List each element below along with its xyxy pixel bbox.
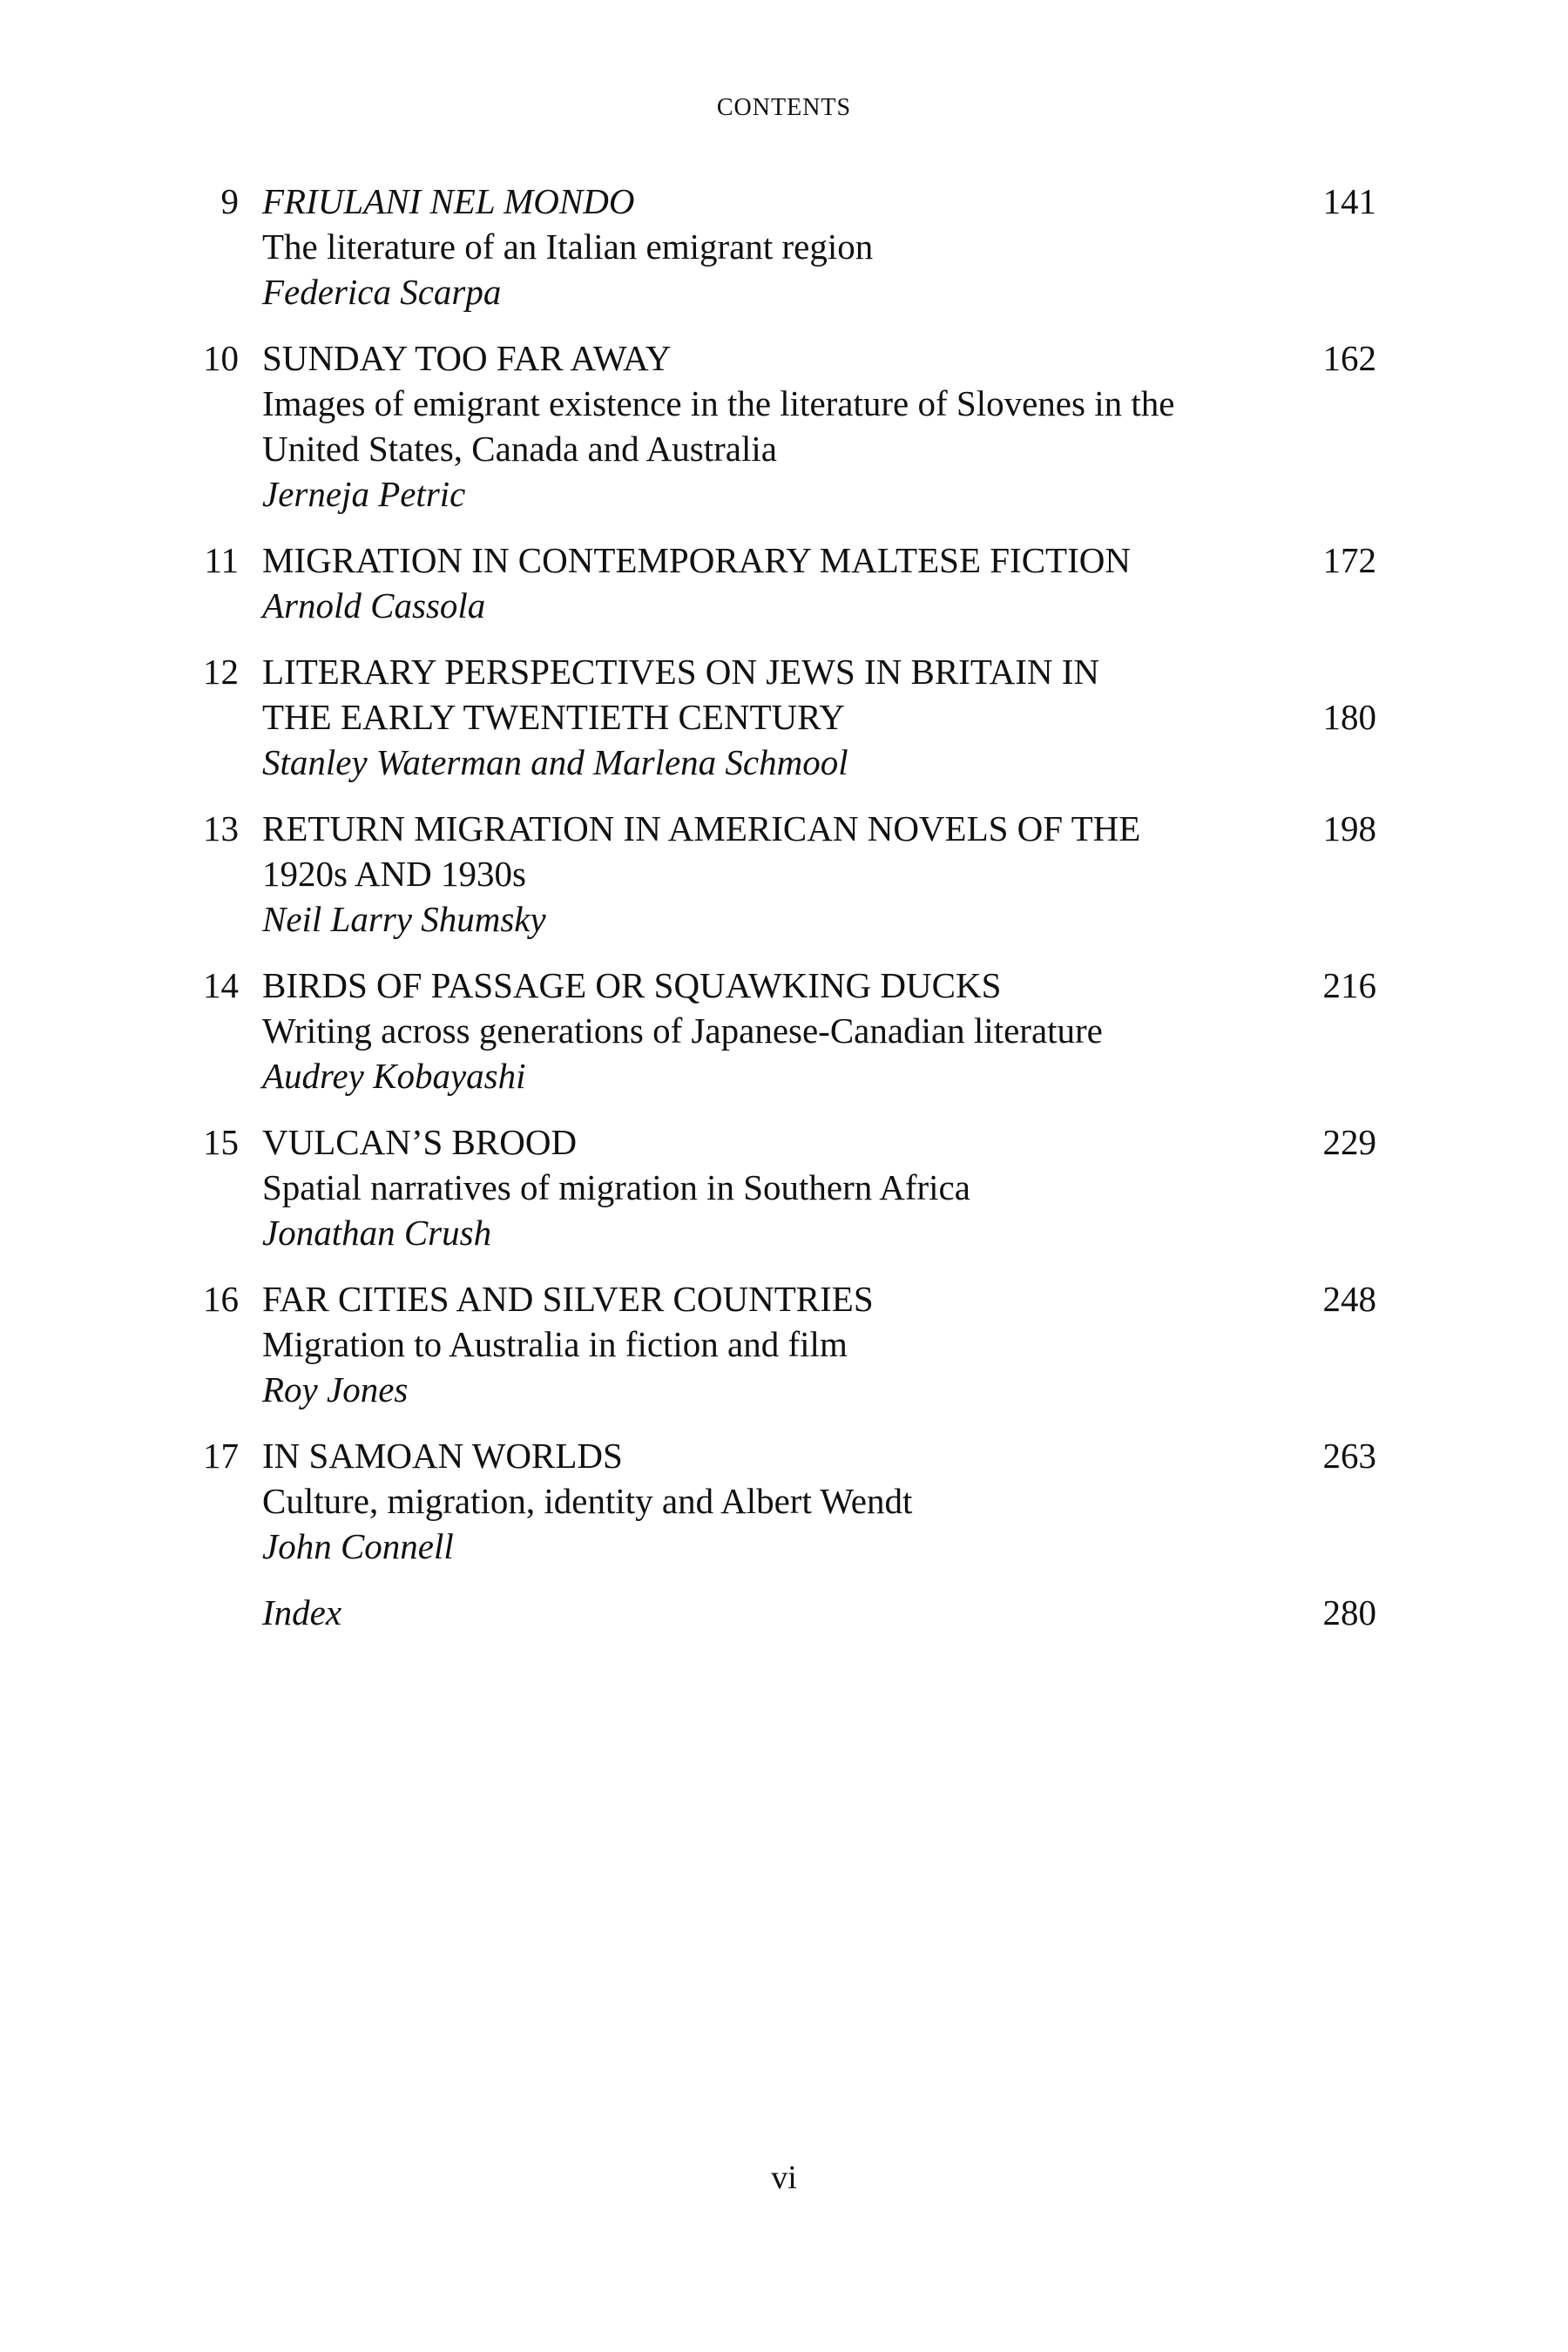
chapter-title-line-1: RETURN MIGRATION IN AMERICAN NOVELS OF THE <box>262 808 1141 848</box>
chapter-subtitle-line-1: Images of emigrant existence in the literature of Slovenes in the <box>262 383 1175 423</box>
chapter-number: 15 <box>203 1122 239 1162</box>
chapter-number: 17 <box>203 1436 239 1476</box>
toc-entry-16[interactable] <box>190 1276 1376 1412</box>
chapter-number: 14 <box>203 965 239 1005</box>
chapter-title: VULCAN’S BROOD <box>262 1122 578 1162</box>
toc-entry-15[interactable] <box>190 1119 1376 1255</box>
page-number: 248 <box>1322 1279 1376 1319</box>
chapter-title: MIGRATION IN CONTEMPORARY MALTESE FICTION <box>262 540 1131 580</box>
chapter-author: Jerneja Petric <box>262 474 466 514</box>
chapter-number: 12 <box>203 652 239 692</box>
chapter-author: Audrey Kobayashi <box>262 1056 526 1096</box>
page-number: 263 <box>1322 1436 1376 1476</box>
chapter-subtitle: Migration to Australia in fiction and film <box>262 1324 848 1364</box>
chapter-number: 10 <box>203 338 239 378</box>
chapter-subtitle: Writing across generations of Japanese-Canadian literature <box>262 1010 1103 1051</box>
chapter-author: Jonathan Crush <box>262 1213 492 1253</box>
page-number: 216 <box>1322 965 1376 1005</box>
chapter-author: Neil Larry Shumsky <box>262 899 546 939</box>
chapter-subtitle: The literature of an Italian emigrant region <box>262 226 874 267</box>
toc-entry-14[interactable] <box>190 963 1376 1098</box>
chapter-author: Federica Scarpa <box>262 272 502 312</box>
toc-entry-11[interactable] <box>190 537 1376 628</box>
chapter-author: Roy Jones <box>262 1369 409 1409</box>
page-number: 162 <box>1322 338 1376 378</box>
chapter-author: Arnold Cassola <box>262 585 486 625</box>
chapter-title: FRIULANI NEL MONDO <box>262 181 635 221</box>
chapter-title-line-2: THE EARLY TWENTIETH CENTURY <box>262 697 845 737</box>
chapter-title: FAR CITIES AND SILVER COUNTRIES <box>262 1279 874 1319</box>
chapter-subtitle: Culture, migration, identity and Albert Wendt <box>262 1481 913 1521</box>
chapter-subtitle: Spatial narratives of migration in Southern Africa <box>262 1167 970 1207</box>
toc-entry-index[interactable] <box>190 1590 1376 1635</box>
chapter-number: 9 <box>220 181 239 221</box>
chapter-number: 16 <box>203 1279 239 1319</box>
chapter-author: Stanley Waterman and Marlena Schmool <box>262 742 848 782</box>
page-number: 180 <box>1322 697 1376 737</box>
page-number: 198 <box>1322 808 1376 848</box>
chapter-author: John Connell <box>262 1526 454 1566</box>
chapter-title-line-1: LITERARY PERSPECTIVES ON JEWS IN BRITAIN IN <box>262 652 1099 692</box>
toc-entry-9[interactable] <box>190 179 1376 314</box>
toc-entry-10[interactable] <box>190 335 1376 517</box>
page-number: 280 <box>1322 1592 1376 1632</box>
toc-entry-12[interactable] <box>190 649 1376 785</box>
page-number: 172 <box>1322 540 1376 580</box>
table-of-contents <box>190 179 1376 1656</box>
page-number: 229 <box>1322 1122 1376 1162</box>
toc-entry-13[interactable] <box>190 806 1376 942</box>
toc-entry-17[interactable] <box>190 1433 1376 1569</box>
chapter-number: 11 <box>204 540 239 580</box>
chapter-title: IN SAMOAN WORLDS <box>262 1436 623 1476</box>
running-head: CONTENTS <box>716 94 852 121</box>
chapter-number: 13 <box>203 808 239 848</box>
chapter-subtitle-line-2: United States, Canada and Australia <box>262 429 777 469</box>
page-folio: vi <box>771 2159 797 2196</box>
chapter-title: BIRDS OF PASSAGE OR SQUAWKING DUCKS <box>262 965 1002 1005</box>
page-number: 141 <box>1322 181 1376 221</box>
chapter-title: SUNDAY TOO FAR AWAY <box>262 338 672 378</box>
index-label: Index <box>262 1592 342 1632</box>
chapter-title-line-2: 1920s AND 1930s <box>262 854 526 894</box>
